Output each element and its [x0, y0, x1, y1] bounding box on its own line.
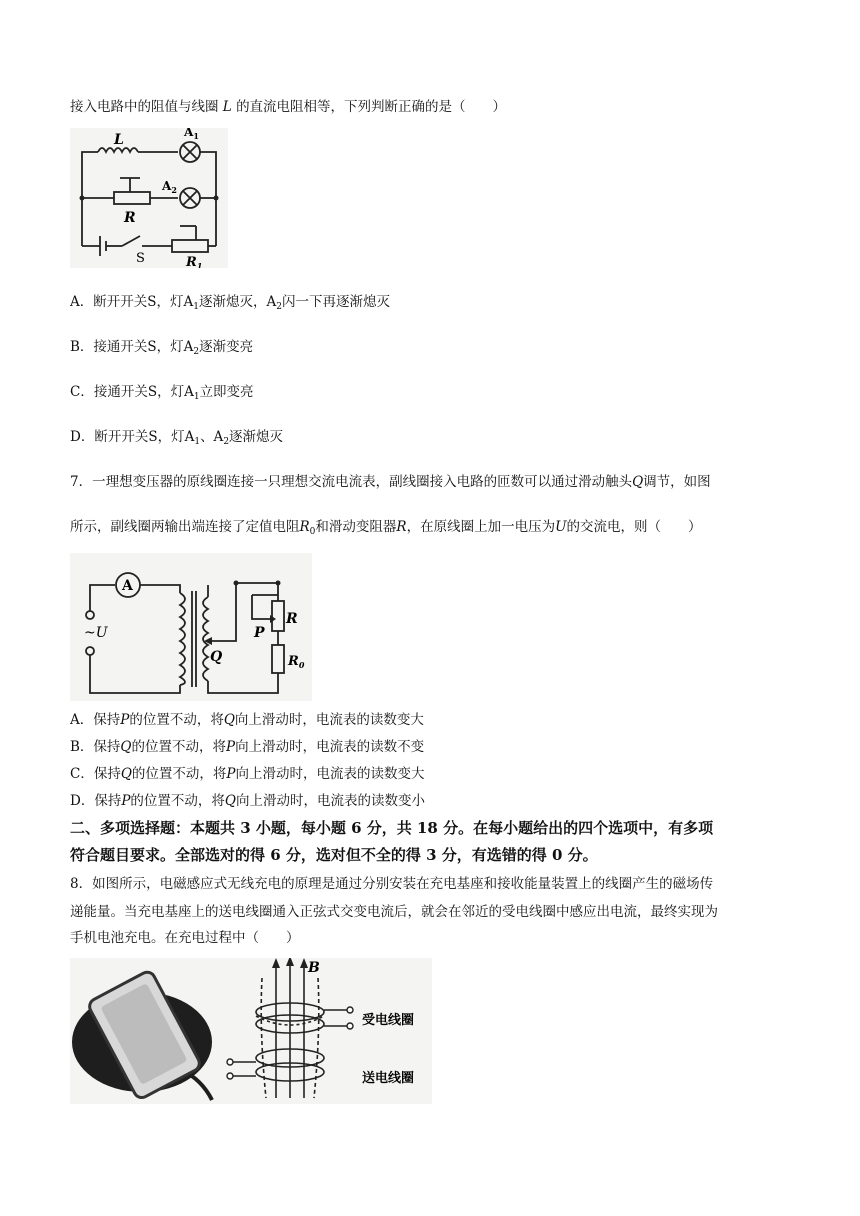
q8-stem-line2: 递能量。当充电基座上的送电线圈通入正弦式交变电流后，就会在邻近的受电线圈中感应出电流，最终实现为: [70, 904, 718, 920]
label-Q: Q: [210, 649, 223, 665]
q6-option-b: B．接通开关S，灯$A_2$逐渐变亮: [70, 339, 254, 357]
q6-option-c: C．接通开关S，灯$A_1$立即变亮: [70, 384, 254, 402]
label-receive-coil: 受电线圈: [362, 1013, 415, 1028]
q7-option-a: A．保持P的位置不动，将Q向上滑动时，电流表的读数变大: [70, 712, 424, 728]
label-S: S: [136, 251, 145, 266]
label-send-coil: 送电线圈: [362, 1071, 415, 1086]
label-R0: $R_0$: [288, 654, 305, 670]
label-R1: $R_1$: [186, 255, 203, 268]
q6-stem: 接入电路中的阻值与线圈 L 的直流电阻相等，下列判断正确的是（ ）: [70, 99, 507, 115]
label-R: R: [286, 611, 298, 627]
section2-heading-line2: 符合题目要求。全部选对的得 6 分，选对但不全的得 3 分，有选错的得 0 分。: [70, 846, 598, 864]
label-A2: $A_2$: [162, 179, 177, 195]
q7-stem-line2: 所示，副线圈两输出端连接了定值电阻$R_0$和滑动变阻器R，在原线圈上加一电压为U的交流电，则（ ）: [70, 519, 702, 537]
q7-transformer-figure: [70, 553, 312, 701]
q8-stem-line1: 8．如图所示，电磁感应式无线充电的原理是通过分别安装在充电基座和接收能量装置上的线圈产生的磁场传: [70, 876, 714, 892]
q6-option-a: A．断开开关S，灯$A_1$逐渐熄灭，$A_2$闪一下再逐渐熄灭: [70, 294, 390, 312]
label-R: R: [124, 210, 136, 226]
section2-heading-line1: 二、多项选择题：本题共 3 小题，每小题 6 分，共 18 分。在每小题给出的四个选项中，有多项: [70, 819, 714, 837]
label-L: L: [114, 132, 124, 148]
label-U: ~U: [84, 625, 108, 641]
label-A1: $A_1$: [184, 128, 199, 141]
label-P: P: [254, 625, 265, 641]
q7-stem-line1: 7．一理想变压器的原线圈连接一只理想交流电流表，副线圈接入电路的匝数可以通过滑动触头Q调节，如图: [70, 474, 711, 490]
q6-option-d: D．断开开关S，灯$A_1$、$A_2$逐渐熄灭: [70, 429, 284, 447]
q8-wireless-charging-figure: [70, 958, 432, 1104]
q7-option-b: B．保持Q的位置不动，将P向上滑动时，电流表的读数不变: [70, 739, 425, 755]
label-ammeter: A: [122, 578, 133, 594]
q8-stem-line3: 手机电池充电。在充电过程中（ ）: [70, 930, 300, 946]
label-B: B: [308, 960, 320, 976]
q7-option-c: C．保持Q的位置不动，将P向上滑动时，电流表的读数变大: [70, 766, 425, 782]
q7-option-d: D．保持P的位置不动，将Q向上滑动时，电流表的读数变小: [70, 793, 425, 809]
q6-circuit-figure: [70, 128, 228, 268]
